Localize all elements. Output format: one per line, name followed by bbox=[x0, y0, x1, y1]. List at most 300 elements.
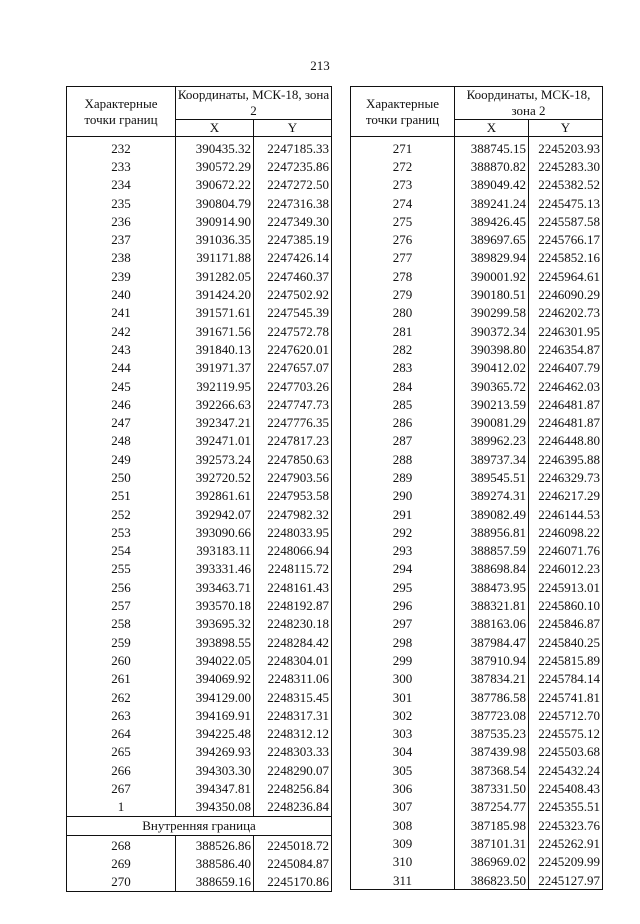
table-row bbox=[351, 359, 603, 377]
point-number: 234 bbox=[67, 176, 176, 194]
table-row bbox=[351, 834, 603, 852]
coord-y: 2247903.56 bbox=[254, 468, 332, 486]
coord-y: 2246090.29 bbox=[529, 285, 603, 303]
point-number: 245 bbox=[67, 377, 176, 395]
point-number: 257 bbox=[67, 596, 176, 614]
point-number: 291 bbox=[351, 505, 455, 523]
point-number: 277 bbox=[351, 249, 455, 267]
table-row bbox=[67, 137, 332, 158]
coord-y: 2245575.12 bbox=[529, 725, 603, 743]
coord-x: 389545.51 bbox=[455, 468, 529, 486]
point-number: 306 bbox=[351, 779, 455, 797]
point-number: 303 bbox=[351, 725, 455, 743]
table-row bbox=[351, 413, 603, 431]
coord-x: 394350.08 bbox=[176, 798, 254, 817]
coord-x: 387834.21 bbox=[455, 670, 529, 688]
header-points: Характерные точки границ bbox=[67, 87, 176, 137]
point-number: 275 bbox=[351, 212, 455, 230]
coord-y: 2245209.99 bbox=[529, 853, 603, 871]
coord-y: 2247817.23 bbox=[254, 432, 332, 450]
coord-x: 388745.15 bbox=[455, 137, 529, 158]
point-number: 238 bbox=[67, 249, 176, 267]
point-number: 272 bbox=[351, 157, 455, 175]
coord-y: 2245741.81 bbox=[529, 688, 603, 706]
table-row bbox=[67, 267, 332, 285]
coord-x: 390672.22 bbox=[176, 176, 254, 194]
table-body-right bbox=[351, 137, 603, 890]
coord-y: 2247703.26 bbox=[254, 377, 332, 395]
table-row bbox=[351, 285, 603, 303]
coord-x: 392347.21 bbox=[176, 413, 254, 431]
coord-y: 2245840.25 bbox=[529, 633, 603, 651]
coord-y: 2247776.35 bbox=[254, 413, 332, 431]
table-row bbox=[351, 230, 603, 248]
coord-x: 393090.66 bbox=[176, 523, 254, 541]
coord-x: 387331.50 bbox=[455, 779, 529, 797]
point-number: 267 bbox=[67, 779, 176, 797]
header-x: X bbox=[455, 120, 529, 137]
point-number: 307 bbox=[351, 798, 455, 816]
coord-y: 2248256.84 bbox=[254, 779, 332, 797]
coord-y: 2245503.68 bbox=[529, 743, 603, 761]
coord-x: 388698.84 bbox=[455, 560, 529, 578]
point-number: 241 bbox=[67, 304, 176, 322]
coord-x: 391171.88 bbox=[176, 249, 254, 267]
point-number: 294 bbox=[351, 560, 455, 578]
coord-x: 390398.80 bbox=[455, 340, 529, 358]
point-number: 261 bbox=[67, 670, 176, 688]
coord-x: 387254.77 bbox=[455, 798, 529, 816]
point-number: 236 bbox=[67, 212, 176, 230]
coord-x: 386823.50 bbox=[455, 871, 529, 890]
table-row bbox=[351, 853, 603, 871]
coord-y: 2246217.29 bbox=[529, 487, 603, 505]
table-row bbox=[351, 505, 603, 523]
table-row bbox=[67, 578, 332, 596]
coord-x: 390001.92 bbox=[455, 267, 529, 285]
coord-x: 393695.32 bbox=[176, 615, 254, 633]
point-number: 256 bbox=[67, 578, 176, 596]
table-row bbox=[67, 523, 332, 541]
coord-y: 2246098.22 bbox=[529, 523, 603, 541]
coord-y: 2245408.43 bbox=[529, 779, 603, 797]
table-row bbox=[67, 340, 332, 358]
coord-y: 2245018.72 bbox=[254, 835, 332, 854]
point-number: 237 bbox=[67, 230, 176, 248]
coord-y: 2247850.63 bbox=[254, 450, 332, 468]
coord-x: 389829.94 bbox=[455, 249, 529, 267]
point-number: 308 bbox=[351, 816, 455, 834]
coord-x: 387723.08 bbox=[455, 706, 529, 724]
coord-y: 2246012.23 bbox=[529, 560, 603, 578]
point-number: 273 bbox=[351, 176, 455, 194]
table-row bbox=[67, 596, 332, 614]
point-number: 244 bbox=[67, 359, 176, 377]
table-row bbox=[351, 523, 603, 541]
point-number: 258 bbox=[67, 615, 176, 633]
coord-y: 2247657.07 bbox=[254, 359, 332, 377]
page-number: 213 bbox=[310, 58, 330, 73]
point-number: 232 bbox=[67, 137, 176, 158]
coord-y: 2248236.84 bbox=[254, 798, 332, 817]
point-number: 296 bbox=[351, 596, 455, 614]
coord-x: 387984.47 bbox=[455, 633, 529, 651]
coordinates-table-left bbox=[66, 86, 332, 892]
coord-y: 2247460.37 bbox=[254, 267, 332, 285]
table-row bbox=[67, 854, 332, 872]
table-row bbox=[351, 322, 603, 340]
coord-y: 2246354.87 bbox=[529, 340, 603, 358]
table-row bbox=[351, 249, 603, 267]
point-number: 269 bbox=[67, 854, 176, 872]
coord-y: 2247572.78 bbox=[254, 322, 332, 340]
point-number: 250 bbox=[67, 468, 176, 486]
coord-x: 394269.93 bbox=[176, 743, 254, 761]
coord-x: 388659.16 bbox=[176, 873, 254, 892]
coord-y: 2247185.33 bbox=[254, 137, 332, 158]
point-number: 299 bbox=[351, 651, 455, 669]
table-row bbox=[351, 871, 603, 890]
coord-x: 394069.92 bbox=[176, 670, 254, 688]
table-row bbox=[67, 285, 332, 303]
point-number: 295 bbox=[351, 578, 455, 596]
coord-y: 2246071.76 bbox=[529, 542, 603, 560]
coord-y: 2245815.89 bbox=[529, 651, 603, 669]
point-number: 297 bbox=[351, 615, 455, 633]
point-number: 281 bbox=[351, 322, 455, 340]
point-number: 253 bbox=[67, 523, 176, 541]
coord-y: 2248315.45 bbox=[254, 688, 332, 706]
point-number: 290 bbox=[351, 487, 455, 505]
coord-y: 2245860.10 bbox=[529, 596, 603, 614]
coord-y: 2245127.97 bbox=[529, 871, 603, 890]
coord-x: 390572.29 bbox=[176, 157, 254, 175]
table-row bbox=[351, 395, 603, 413]
coord-y: 2246144.53 bbox=[529, 505, 603, 523]
table-row bbox=[67, 779, 332, 797]
coord-y: 2246329.73 bbox=[529, 468, 603, 486]
table-row bbox=[351, 725, 603, 743]
coord-x: 390299.58 bbox=[455, 304, 529, 322]
coord-x: 388870.82 bbox=[455, 157, 529, 175]
coord-y: 2245355.51 bbox=[529, 798, 603, 816]
table-row bbox=[351, 542, 603, 560]
coord-y: 2247545.39 bbox=[254, 304, 332, 322]
table-row bbox=[67, 835, 332, 854]
table-row bbox=[351, 651, 603, 669]
table-row bbox=[67, 798, 332, 817]
point-number: 276 bbox=[351, 230, 455, 248]
coord-x: 392942.07 bbox=[176, 505, 254, 523]
coord-x: 387910.94 bbox=[455, 651, 529, 669]
coord-x: 392119.95 bbox=[176, 377, 254, 395]
point-number: 300 bbox=[351, 670, 455, 688]
coord-x: 389962.23 bbox=[455, 432, 529, 450]
point-number: 255 bbox=[67, 560, 176, 578]
table-row bbox=[351, 377, 603, 395]
point-number: 286 bbox=[351, 413, 455, 431]
coord-x: 389274.31 bbox=[455, 487, 529, 505]
coord-y: 2248312.12 bbox=[254, 725, 332, 743]
coord-x: 394129.00 bbox=[176, 688, 254, 706]
header-y: Y bbox=[254, 120, 332, 137]
coordinates-table-right bbox=[350, 86, 603, 890]
section-row bbox=[67, 816, 332, 835]
table-row bbox=[351, 633, 603, 651]
coord-y: 2245784.14 bbox=[529, 670, 603, 688]
table-row bbox=[351, 304, 603, 322]
point-number: 263 bbox=[67, 706, 176, 724]
coord-y: 2245382.52 bbox=[529, 176, 603, 194]
point-number: 309 bbox=[351, 834, 455, 852]
coord-x: 387535.23 bbox=[455, 725, 529, 743]
coord-y: 2245084.87 bbox=[254, 854, 332, 872]
coord-x: 387185.98 bbox=[455, 816, 529, 834]
coord-y: 2248115.72 bbox=[254, 560, 332, 578]
table-row bbox=[67, 761, 332, 779]
table-row bbox=[351, 615, 603, 633]
table-row bbox=[67, 413, 332, 431]
table-row bbox=[351, 596, 603, 614]
coord-x: 388473.95 bbox=[455, 578, 529, 596]
table-row bbox=[351, 578, 603, 596]
coord-y: 2246448.80 bbox=[529, 432, 603, 450]
point-number: 264 bbox=[67, 725, 176, 743]
coord-x: 388956.81 bbox=[455, 523, 529, 541]
coord-y: 2245432.24 bbox=[529, 761, 603, 779]
coord-y: 2246202.73 bbox=[529, 304, 603, 322]
table-row bbox=[351, 176, 603, 194]
coord-y: 2245283.30 bbox=[529, 157, 603, 175]
point-number: 311 bbox=[351, 871, 455, 890]
table-row bbox=[351, 450, 603, 468]
coord-x: 390372.34 bbox=[455, 322, 529, 340]
coord-x: 393898.55 bbox=[176, 633, 254, 651]
point-number: 235 bbox=[67, 194, 176, 212]
point-number: 248 bbox=[67, 432, 176, 450]
table-row bbox=[67, 560, 332, 578]
table-row bbox=[351, 779, 603, 797]
table-row bbox=[351, 267, 603, 285]
coord-y: 2248284.42 bbox=[254, 633, 332, 651]
point-number: 293 bbox=[351, 542, 455, 560]
coord-y: 2247316.38 bbox=[254, 194, 332, 212]
coord-x: 394022.05 bbox=[176, 651, 254, 669]
coord-x: 388321.81 bbox=[455, 596, 529, 614]
table-row bbox=[67, 450, 332, 468]
coord-y: 2247385.19 bbox=[254, 230, 332, 248]
point-number: 262 bbox=[67, 688, 176, 706]
coord-y: 2245203.93 bbox=[529, 137, 603, 158]
coord-y: 2248317.31 bbox=[254, 706, 332, 724]
table-row bbox=[351, 560, 603, 578]
coord-x: 390914.90 bbox=[176, 212, 254, 230]
header-coordinates: Координаты, МСК-18, зона 2 bbox=[176, 87, 332, 120]
table-row bbox=[67, 377, 332, 395]
coord-x: 391036.35 bbox=[176, 230, 254, 248]
coord-x: 393570.18 bbox=[176, 596, 254, 614]
coord-x: 386969.02 bbox=[455, 853, 529, 871]
coord-y: 2245964.61 bbox=[529, 267, 603, 285]
point-number: 265 bbox=[67, 743, 176, 761]
coord-y: 2247620.01 bbox=[254, 340, 332, 358]
coord-x: 390412.02 bbox=[455, 359, 529, 377]
table-row bbox=[67, 633, 332, 651]
coord-y: 2245170.86 bbox=[254, 873, 332, 892]
coord-y: 2246481.87 bbox=[529, 413, 603, 431]
coord-y: 2248290.07 bbox=[254, 761, 332, 779]
table-body-left bbox=[67, 137, 332, 892]
coord-y: 2245712.70 bbox=[529, 706, 603, 724]
coord-x: 394303.30 bbox=[176, 761, 254, 779]
header-coordinates: Координаты, МСК-18, зона 2 bbox=[455, 87, 603, 120]
coord-y: 2245852.16 bbox=[529, 249, 603, 267]
coord-x: 389049.42 bbox=[455, 176, 529, 194]
table-row bbox=[67, 194, 332, 212]
coord-x: 390213.59 bbox=[455, 395, 529, 413]
coord-y: 2245846.87 bbox=[529, 615, 603, 633]
coord-x: 389426.45 bbox=[455, 212, 529, 230]
table-row bbox=[67, 706, 332, 724]
point-number: 305 bbox=[351, 761, 455, 779]
coord-x: 389241.24 bbox=[455, 194, 529, 212]
table-row bbox=[351, 670, 603, 688]
coord-y: 2246395.88 bbox=[529, 450, 603, 468]
coord-y: 2247982.32 bbox=[254, 505, 332, 523]
table-row bbox=[351, 212, 603, 230]
coord-y: 2247953.58 bbox=[254, 487, 332, 505]
coord-y: 2247502.92 bbox=[254, 285, 332, 303]
coord-x: 391571.61 bbox=[176, 304, 254, 322]
point-number: 259 bbox=[67, 633, 176, 651]
point-number: 283 bbox=[351, 359, 455, 377]
coord-x: 394169.91 bbox=[176, 706, 254, 724]
point-number: 260 bbox=[67, 651, 176, 669]
coord-y: 2246462.03 bbox=[529, 377, 603, 395]
point-number: 289 bbox=[351, 468, 455, 486]
coord-y: 2245262.91 bbox=[529, 834, 603, 852]
point-number: 266 bbox=[67, 761, 176, 779]
coord-y: 2245323.76 bbox=[529, 816, 603, 834]
coord-x: 389082.49 bbox=[455, 505, 529, 523]
table-row bbox=[351, 688, 603, 706]
point-number: 268 bbox=[67, 835, 176, 854]
header-y: Y bbox=[529, 120, 603, 137]
point-number: 252 bbox=[67, 505, 176, 523]
point-number: 310 bbox=[351, 853, 455, 871]
coord-y: 2245766.17 bbox=[529, 230, 603, 248]
table-row bbox=[67, 468, 332, 486]
coord-x: 388526.86 bbox=[176, 835, 254, 854]
point-number: 285 bbox=[351, 395, 455, 413]
point-number: 254 bbox=[67, 542, 176, 560]
point-number: 292 bbox=[351, 523, 455, 541]
coord-x: 388586.40 bbox=[176, 854, 254, 872]
section-label: Внутренняя граница bbox=[67, 816, 332, 835]
coord-y: 2248311.06 bbox=[254, 670, 332, 688]
table-row bbox=[67, 688, 332, 706]
table-row bbox=[67, 432, 332, 450]
table-row bbox=[351, 137, 603, 158]
coord-y: 2245475.13 bbox=[529, 194, 603, 212]
coord-y: 2245587.58 bbox=[529, 212, 603, 230]
table-row bbox=[67, 157, 332, 175]
coord-x: 390804.79 bbox=[176, 194, 254, 212]
table-row bbox=[351, 816, 603, 834]
coord-y: 2248304.01 bbox=[254, 651, 332, 669]
point-number: 301 bbox=[351, 688, 455, 706]
table-row bbox=[67, 615, 332, 633]
point-number: 271 bbox=[351, 137, 455, 158]
point-number: 274 bbox=[351, 194, 455, 212]
table-row bbox=[351, 432, 603, 450]
coord-x: 390180.51 bbox=[455, 285, 529, 303]
header-x: X bbox=[176, 120, 254, 137]
coord-y: 2246481.87 bbox=[529, 395, 603, 413]
coord-y: 2247349.30 bbox=[254, 212, 332, 230]
point-number: 284 bbox=[351, 377, 455, 395]
point-number: 298 bbox=[351, 633, 455, 651]
point-number: 233 bbox=[67, 157, 176, 175]
coord-x: 389697.65 bbox=[455, 230, 529, 248]
point-number: 240 bbox=[67, 285, 176, 303]
point-number: 239 bbox=[67, 267, 176, 285]
table-row bbox=[67, 249, 332, 267]
table-row bbox=[351, 798, 603, 816]
coord-x: 388163.06 bbox=[455, 615, 529, 633]
point-number: 287 bbox=[351, 432, 455, 450]
coord-x: 392471.01 bbox=[176, 432, 254, 450]
coord-x: 391424.20 bbox=[176, 285, 254, 303]
point-number: 249 bbox=[67, 450, 176, 468]
table-row bbox=[67, 212, 332, 230]
point-number: 282 bbox=[351, 340, 455, 358]
table-row bbox=[67, 322, 332, 340]
table-row bbox=[351, 487, 603, 505]
header-points: Характерные точки границ bbox=[351, 87, 455, 137]
table-row bbox=[351, 340, 603, 358]
coord-x: 393331.46 bbox=[176, 560, 254, 578]
table-row bbox=[351, 743, 603, 761]
coord-x: 391971.37 bbox=[176, 359, 254, 377]
coord-x: 391282.05 bbox=[176, 267, 254, 285]
table-row bbox=[67, 176, 332, 194]
coord-y: 2246301.95 bbox=[529, 322, 603, 340]
coord-x: 390435.32 bbox=[176, 137, 254, 158]
coord-x: 394347.81 bbox=[176, 779, 254, 797]
coord-x: 390365.72 bbox=[455, 377, 529, 395]
coord-y: 2247272.50 bbox=[254, 176, 332, 194]
coord-x: 392720.52 bbox=[176, 468, 254, 486]
coord-x: 392266.63 bbox=[176, 395, 254, 413]
table-row bbox=[67, 359, 332, 377]
coord-y: 2248192.87 bbox=[254, 596, 332, 614]
point-number: 279 bbox=[351, 285, 455, 303]
table-row bbox=[67, 505, 332, 523]
coord-x: 392573.24 bbox=[176, 450, 254, 468]
coord-y: 2246407.79 bbox=[529, 359, 603, 377]
coord-x: 393183.11 bbox=[176, 542, 254, 560]
coord-x: 394225.48 bbox=[176, 725, 254, 743]
coord-y: 2247747.73 bbox=[254, 395, 332, 413]
point-number: 288 bbox=[351, 450, 455, 468]
point-number: 304 bbox=[351, 743, 455, 761]
table-row bbox=[67, 670, 332, 688]
table-row bbox=[351, 706, 603, 724]
table-row bbox=[67, 651, 332, 669]
coord-x: 392861.61 bbox=[176, 487, 254, 505]
table-row bbox=[67, 230, 332, 248]
